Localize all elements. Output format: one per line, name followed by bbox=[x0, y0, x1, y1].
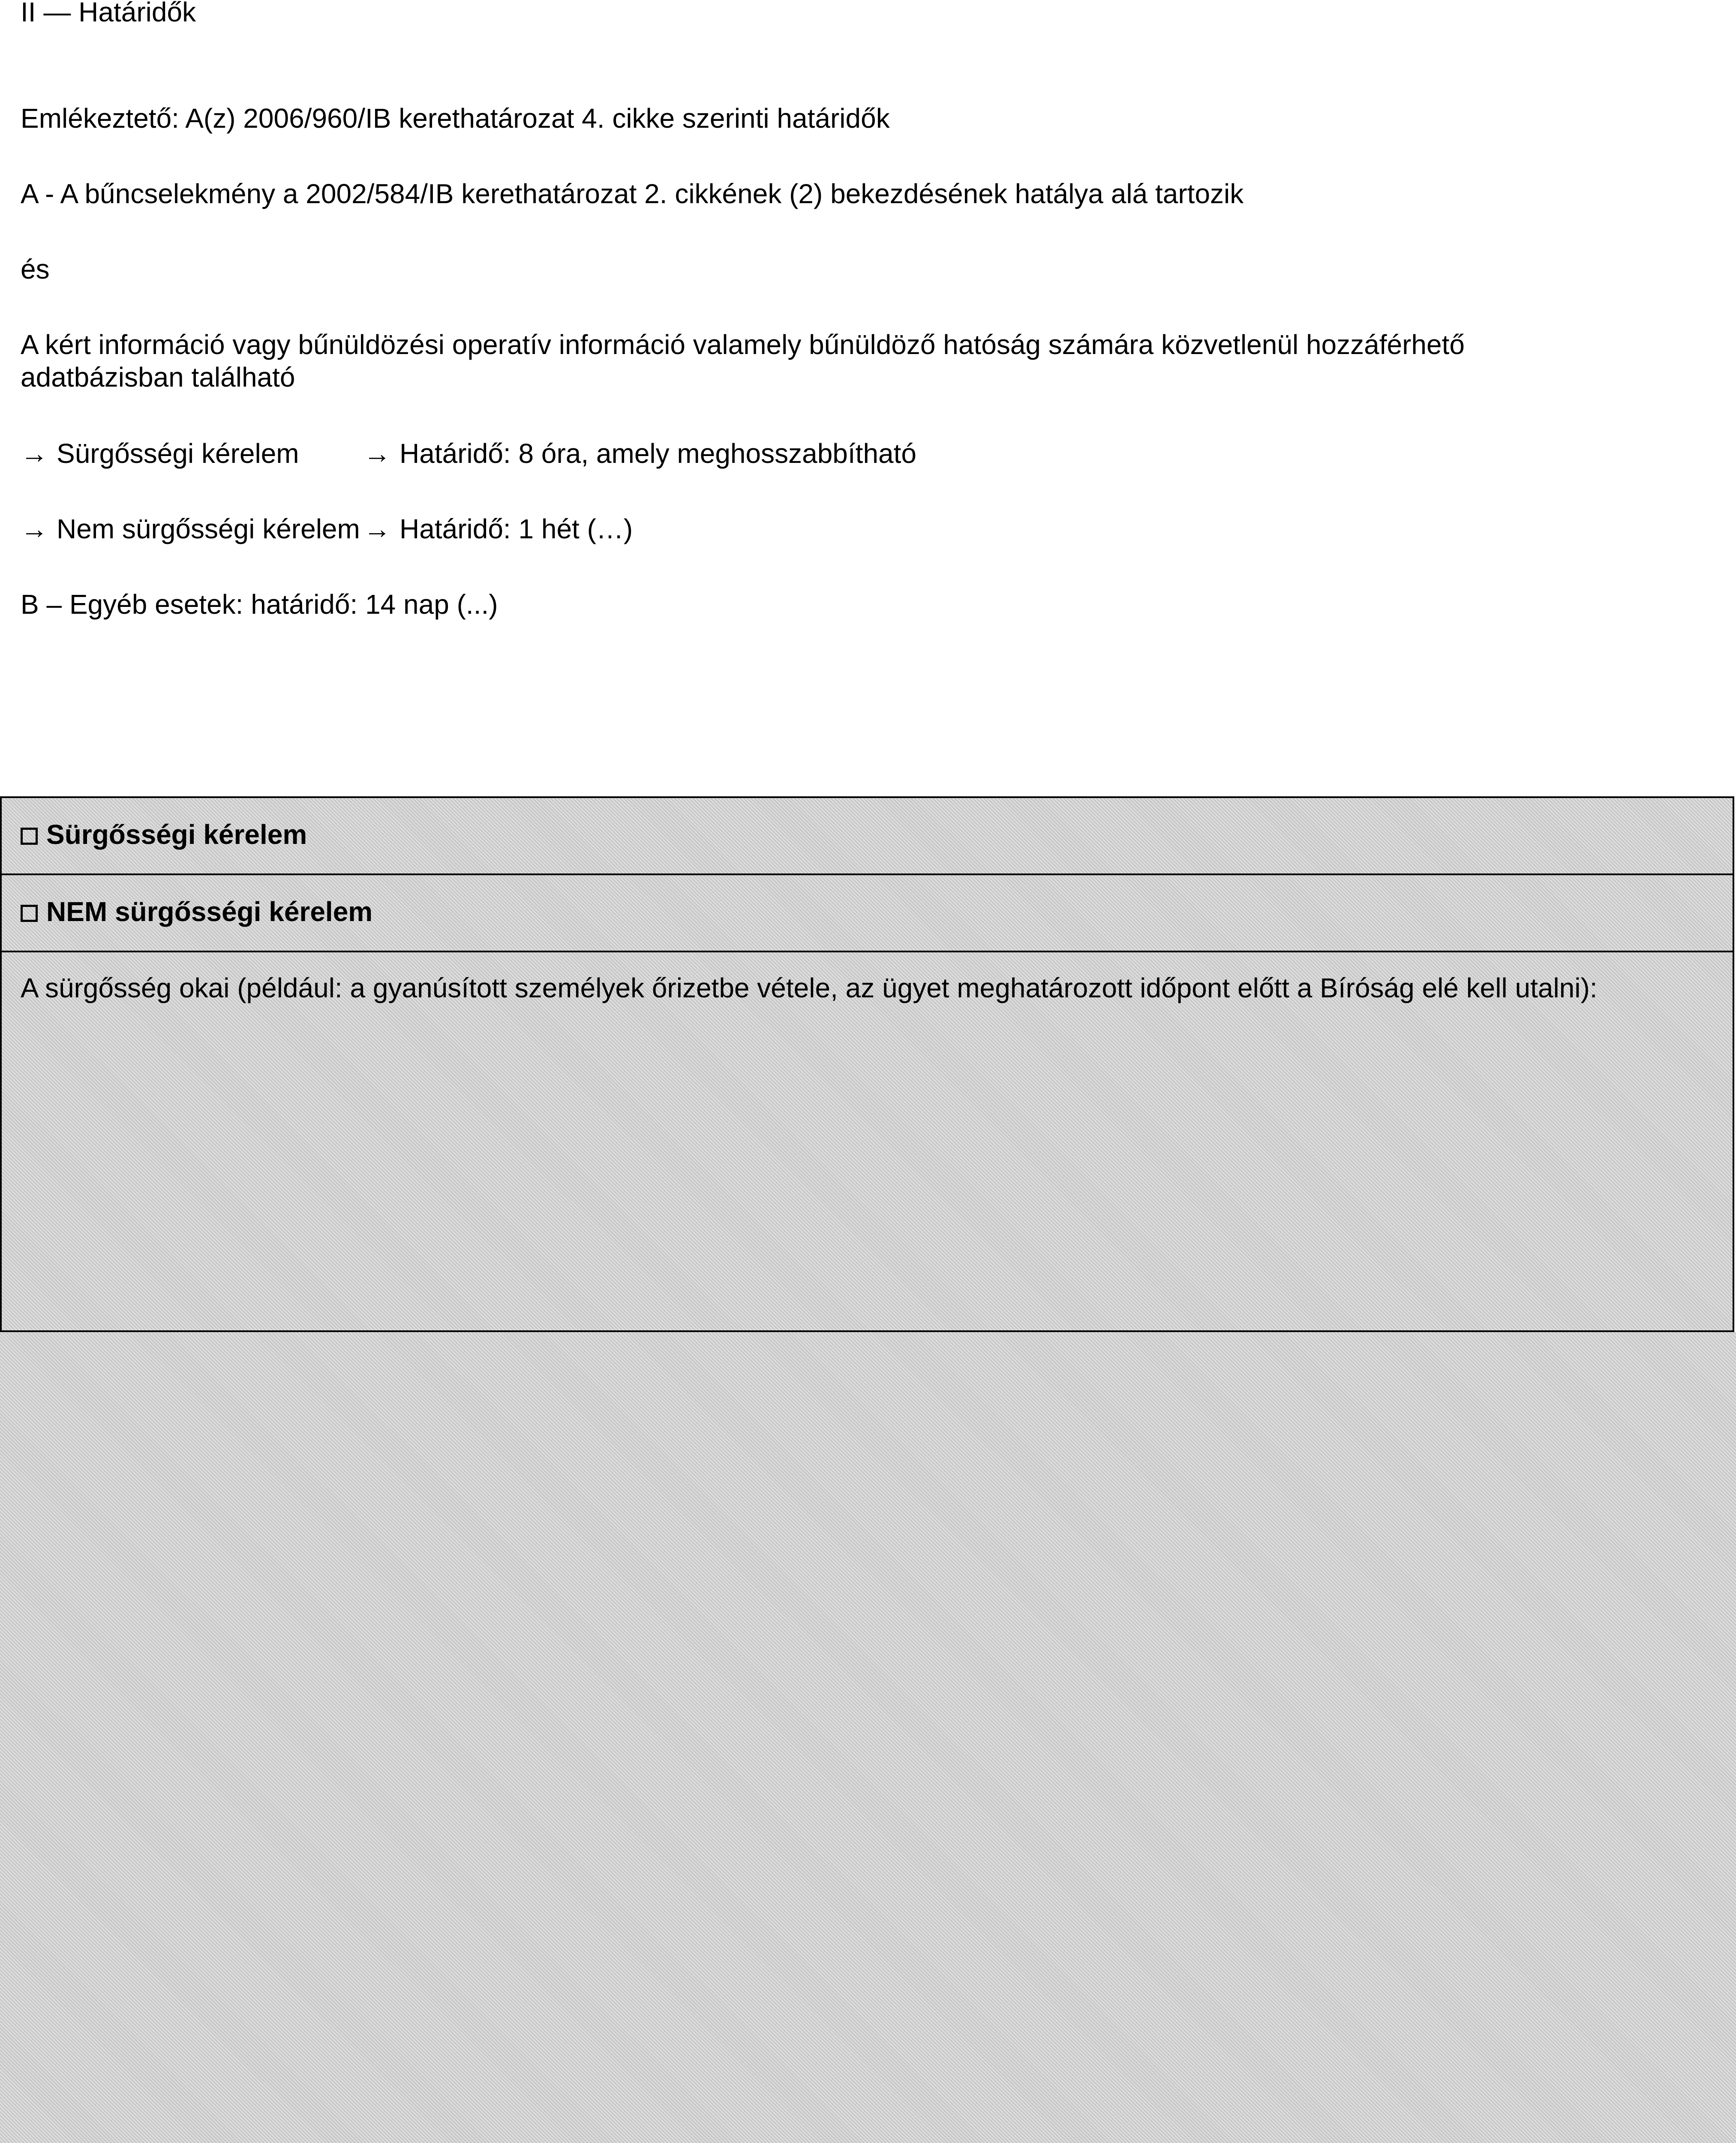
shaded-area bbox=[0, 1332, 1736, 2143]
urgent-deadline-label: Határidő: 8 óra, amely meghosszabbítható bbox=[399, 438, 916, 469]
nonurgent-request-label: Nem sürgősségi kérelem bbox=[57, 513, 360, 544]
nonurgent-deadline-label: Határidő: 1 hét (…) bbox=[399, 513, 633, 544]
nonurgent-checkbox-option[interactable] bbox=[21, 896, 372, 927]
arrow-right-icon: → bbox=[363, 513, 391, 544]
conjunction-text: és bbox=[21, 254, 50, 285]
urgent-deadline-cell bbox=[363, 438, 916, 469]
nonurgent-checkbox-row[interactable] bbox=[0, 873, 1734, 951]
reminder-text: Emlékeztető: A(z) 2006/960/IB kerethatározat 4. cikke szerinti határidők bbox=[21, 103, 890, 134]
arrow-right-icon: → bbox=[363, 438, 391, 469]
nonurgent-deadline-cell bbox=[363, 513, 633, 544]
arrow-right-icon: → bbox=[21, 513, 48, 544]
urgent-deadline-row bbox=[21, 437, 916, 470]
nonurgent-deadline-row bbox=[21, 513, 633, 545]
urgency-reason-field[interactable] bbox=[0, 951, 1734, 1332]
section-heading: II — Határidők bbox=[21, 0, 196, 27]
checkbox-icon[interactable] bbox=[21, 828, 38, 845]
urgency-reason-label: A sürgősség okai (például: a gyanúsított személyek őrizetbe vétele, az ügyet meghatározott időpont előtt a Bíróság elé kell utalni): bbox=[21, 972, 1598, 1003]
urgency-form bbox=[0, 796, 1736, 2143]
urgent-checkbox-row[interactable] bbox=[0, 796, 1734, 873]
urgent-request-label: Sürgősségi kérelem bbox=[57, 438, 299, 469]
arrow-right-icon: → bbox=[21, 438, 48, 469]
urgent-checkbox-option[interactable] bbox=[21, 819, 307, 850]
checkbox-icon[interactable] bbox=[21, 905, 38, 922]
urgent-request-cell bbox=[21, 437, 363, 470]
nonurgent-checkbox-label: NEM sürgősségi kérelem bbox=[46, 896, 373, 927]
urgent-checkbox-label: Sürgősségi kérelem bbox=[46, 819, 307, 850]
nonurgent-request-cell bbox=[21, 513, 363, 545]
case-a-text: A - A bűncselekmény a 2002/584/IB kerethatározat 2. cikkének (2) bekezdésének hatálya alá tartozik bbox=[21, 178, 1244, 209]
case-b-text: B – Egyéb esetek: határidő: 14 nap (...) bbox=[21, 589, 498, 620]
info-text: A kért információ vagy bűnüldözési operatív információ valamely bűnüldöző hatóság számára közvetlenül hozzáférhető adatbázisban található bbox=[21, 329, 1465, 393]
